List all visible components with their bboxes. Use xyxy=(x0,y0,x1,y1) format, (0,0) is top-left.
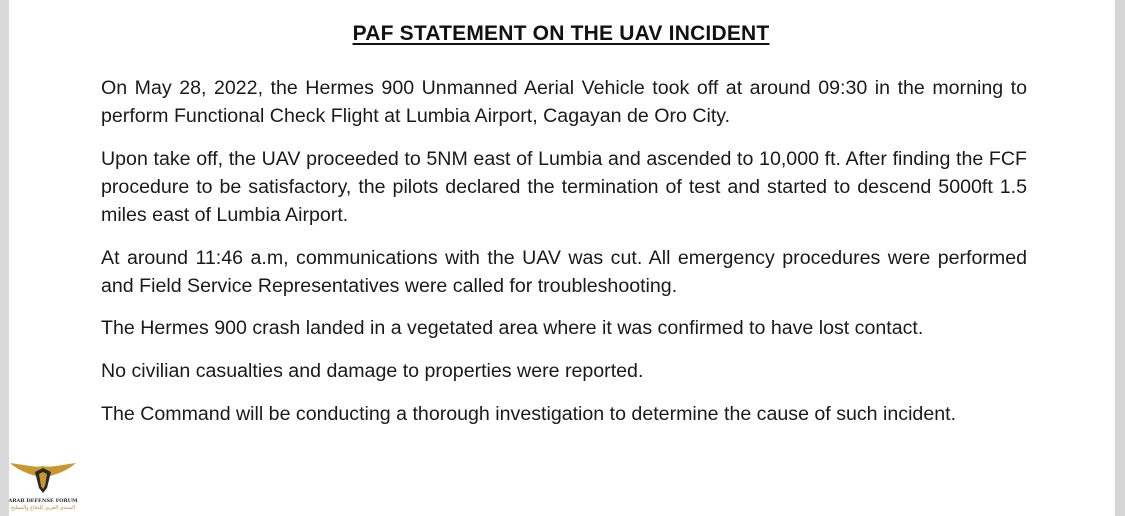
paragraph-flight-check: Upon take off, the UAV proceeded to 5NM east of Lumbia and ascended to 10,000 ft. After finding the FCF procedure to be satisfactory, the pilots declared the termination of test and started to descend 5000ft 1.5 miles east of Lumbia Airport. xyxy=(101,148,1027,226)
statement-title: PAF STATEMENT ON THE UAV INCIDENT xyxy=(352,22,770,45)
eagle-wings-logo-icon xyxy=(6,458,80,502)
watermark-forum-name: ARAB DEFENSE FORUM xyxy=(8,498,78,504)
paragraph-communications-lost: At around 11:46 a.m, communications with the UAV was cut. All emergency procedures were performed and Field Service Representatives were called for troubleshooting. xyxy=(101,247,1027,297)
watermark-logo xyxy=(6,458,80,514)
left-page-edge xyxy=(0,0,9,516)
paragraph-investigation: The Command will be conducting a thorough investigation to determine the cause of such incident. xyxy=(101,403,957,425)
paragraph-crash-landing: The Hermes 900 crash landed in a vegetated area where it was confirmed to have lost contact. xyxy=(101,317,924,339)
paragraph-takeoff: On May 28, 2022, the Hermes 900 Unmanned Aerial Vehicle took off at around 09:30 in the morning to perform Functional Check Flight at Lumbia Airport, Cagayan de Oro City. xyxy=(101,77,1027,127)
paragraph-no-casualties: No civilian casualties and damage to properties were reported. xyxy=(101,360,644,382)
right-page-edge xyxy=(1115,0,1125,516)
watermark-arabic-name: المنتدى العربي للدفاع والتسليح xyxy=(10,505,76,511)
